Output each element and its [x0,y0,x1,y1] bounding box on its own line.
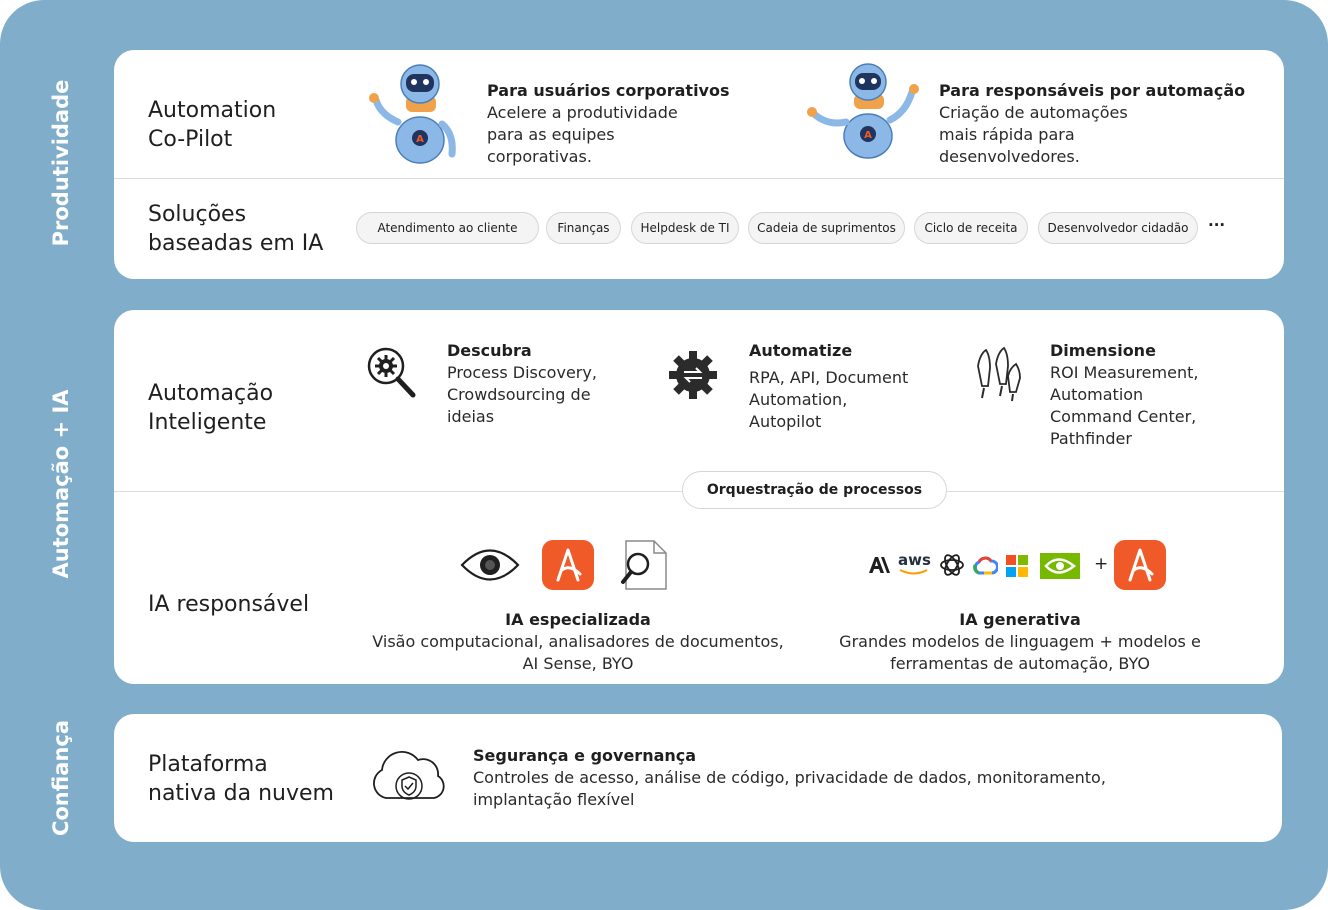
plataforma-title-line1: Plataforma [148,752,268,777]
copilot-left-line3: corporativas. [487,147,592,166]
aws-smile-icon [899,568,929,576]
seguranca-line2: implantação flexível [473,790,635,809]
copilot-right-block [939,80,1245,168]
svg-text:A: A [864,130,872,141]
side-label-produtividade: Produtividade [49,79,73,247]
ia-generativa-block [820,609,1220,675]
gear-icon [668,350,718,400]
microsoft-logo-icon [1006,555,1028,577]
copilot-title [148,96,276,154]
plus-sign: + [1094,554,1109,574]
solucoes-title [148,200,323,258]
dimensione-line1: ROI Measurement, [1050,363,1199,382]
ia-generativa-line1: Grandes modelos de linguagem + modelos e [839,632,1201,651]
ia-generativa-line2: ferramentas de automação, BYO [890,654,1150,673]
automatize-line3: Autopilot [749,412,822,431]
divider [114,178,1284,179]
dimensione-heading: Dimensione [1050,341,1156,360]
openai-logo-icon [939,552,965,578]
copilot-right-line3: desenvolvedores. [939,147,1080,166]
ia-generativa-heading: IA generativa [959,610,1081,629]
automatize-line2: Automation, [749,390,848,409]
dimensione-block [1050,340,1198,450]
solucoes-title-line2: baseadas em IA [148,231,324,256]
copilot-left-block [487,80,730,168]
plataforma-title-line2: nativa da nuvem [148,781,334,806]
pill-cadeia[interactable]: Cadeia de suprimentos [748,212,905,244]
side-label-automacao-ia: Automação + IA [49,389,73,579]
ia-especializada-line1: Visão computacional, analisadores de documentos, [372,632,784,651]
pill-ciclo[interactable]: Ciclo de receita [914,212,1028,244]
ia-especializada-block [348,609,808,675]
pill-financas[interactable]: Finanças [546,212,621,244]
descubra-line1: Process Discovery, [447,363,597,382]
robot-left-icon [362,62,464,166]
copilot-right-heading: Para responsáveis por automação [939,81,1246,100]
copilot-left-heading: Para usuários corporativos [487,81,730,100]
dimensione-line3: Command Center, [1050,407,1197,426]
seguranca-heading: Segurança e governança [473,746,697,765]
eye-icon [460,546,520,584]
orquestracao-pill[interactable]: Orquestração de processos [682,471,947,509]
descubra-block [447,340,597,428]
document-search-icon [620,540,668,590]
ia-especializada-line2: AI Sense, BYO [522,654,634,673]
automacao-title-line2: Inteligente [148,410,267,435]
dimensione-line4: Pathfinder [1050,429,1132,448]
copilot-left-line1: Acelere a produtividade [487,103,678,122]
automatize-block [749,340,908,433]
rockets-icon [970,346,1024,402]
seguranca-block [473,745,1106,811]
pill-desenvolvedor[interactable]: Desenvolvedor cidadão [1038,212,1198,244]
nvidia-logo-icon [1040,553,1080,579]
robot-right-icon [806,62,926,160]
copilot-left-line2: para as equipes [487,125,615,144]
automacao-title-line1: Automação [148,381,274,406]
magnifier-gear-icon [366,346,418,400]
automatize-line1: RPA, API, Document [749,368,909,387]
more-pills-icon[interactable]: ··· [1208,216,1226,234]
aws-logo-icon: aws [898,551,931,569]
copilot-right-line2: mais rápida para [939,125,1075,144]
copilot-right-line1: Criação de automações [939,103,1128,122]
automatize-heading: Automatize [749,341,853,360]
anthropic-logo-icon [868,556,890,574]
plataforma-title [148,750,334,808]
ia-especializada-heading: IA especializada [505,610,651,629]
seguranca-line1: Controles de acesso, análise de código, privacidade de dados, monitoramento, [473,768,1106,787]
automation-anywhere-logo-icon [1114,540,1166,590]
pill-atendimento[interactable]: Atendimento ao cliente [356,212,539,244]
descubra-line3: ideias [447,407,495,426]
solucoes-title-line1: Soluções [148,202,247,227]
cloud-shield-icon [368,746,450,804]
automation-anywhere-logo-icon [542,540,594,590]
copilot-title-line1: Automation [148,98,277,123]
google-cloud-logo-icon [972,555,998,575]
side-label-confianca: Confiança [49,719,73,837]
svg-text:A: A [416,134,424,145]
ia-responsavel-title: IA responsável [148,592,310,617]
descubra-line2: Crowdsourcing de [447,385,591,404]
descubra-heading: Descubra [447,341,532,360]
pill-helpdesk[interactable]: Helpdesk de TI [631,212,739,244]
dimensione-line2: Automation [1050,385,1144,404]
automacao-title [148,379,273,437]
copilot-title-line2: Co-Pilot [148,127,233,152]
